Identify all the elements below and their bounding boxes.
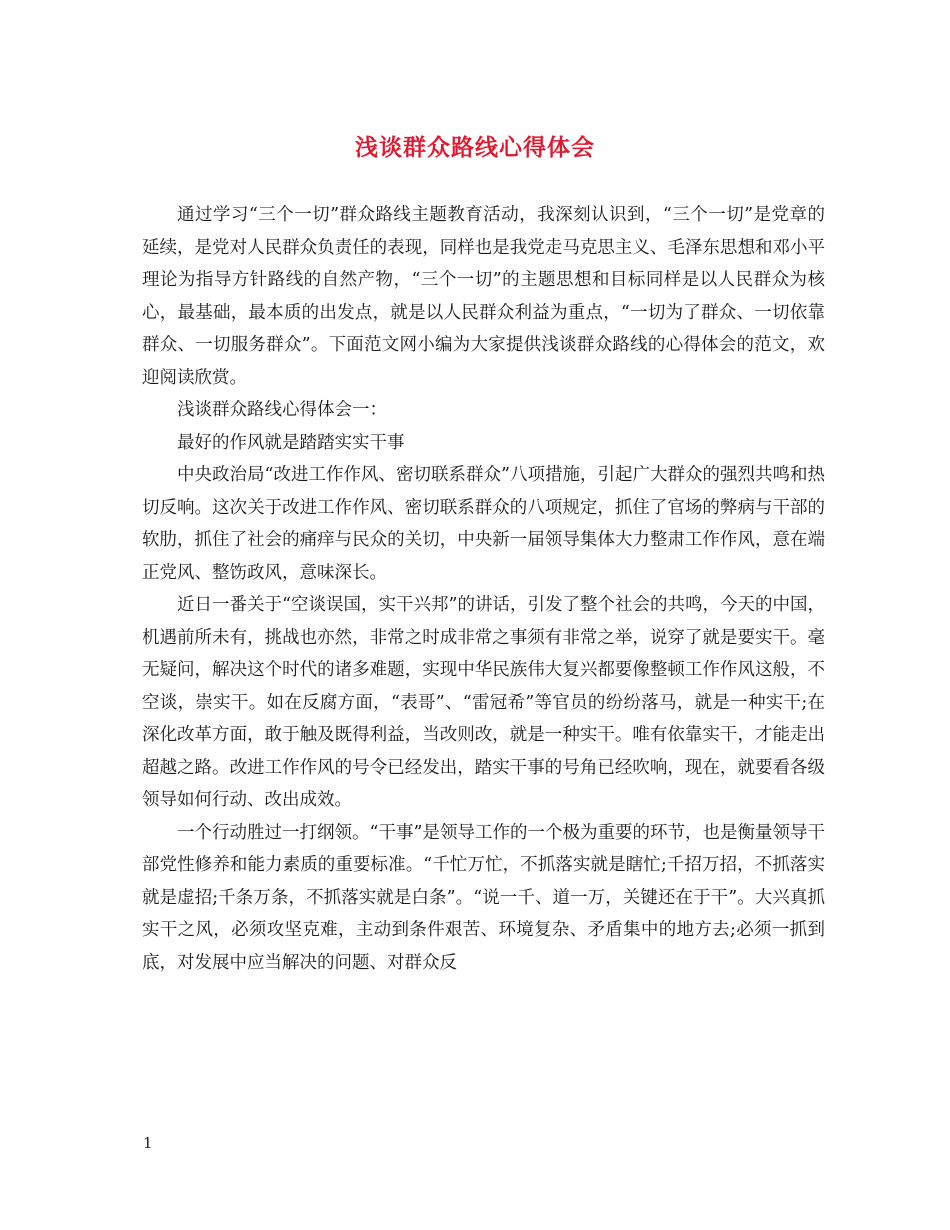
paragraph-intro: 通过学习“三个一切”群众路线主题教育活动，我深刻认识到，“三个一切”是党章的延续，是党对人民群众负责任的表现，同样也是我党走马克思主义、毛泽东思想和邓小平理论为指导方针路线的自然产物，“三个一切”的主题思想和目标同样是以人民群众为核心，最基础，最本质的出发点，就是以人民群众利益为重点，“一切为了群众、一切依靠群众、一切服务群众”。下面范文网小编为大家提供浅谈群众路线的心得体会的范文，欢迎阅读欣赏。	[142, 205, 825, 388]
page-number: 1	[143, 1134, 153, 1152]
document-body	[142, 199, 825, 979]
paragraph-section-heading: 浅谈群众路线心得体会一：	[177, 400, 387, 420]
paragraph-subheading: 最好的作风就是踏踏实实干事	[177, 432, 405, 453]
paragraph-body: 近日一番关于“空谈误国，实干兴邦”的讲话，引发了整个社会的共鸣，今天的中国，机遇前所未有，挑战也亦然，非常之时成非常之事须有非常之举，说穿了就是要实干。毫无疑问，解决这个时代的诸多难题，实现中华民族伟大复兴都要像整顿工作作风这般，不空谈，崇实干。如在反腐方面，“表哥”、“雷冠希”等官员的纷纷落马，就是一种实干;在深化改革方面，敢于触及既得利益，当改则改，就是一种实干。唯有依靠实干，才能走出超越之路。改进工作作风的号令已经发出，踏实干事的号角已经吹响，现在，就要看各级领导如何行动、改出成效。	[142, 595, 825, 810]
document-title: 浅谈群众路线心得体会	[355, 134, 595, 161]
paragraph-body: 中央政治局“改进工作作风、密切联系群众”八项措施，引起广大群众的强烈共鸣和热切反响。这次关于改进工作作风、密切联系群众的八项规定，抓住了官场的弊病与干部的软肋，抓住了社会的痛痒与民众的关切，中央新一届领导集体大力整肃工作作风，意在端正党风、整饬政风，意味深长。	[142, 465, 825, 583]
paragraph-body: 一个行动胜过一打纲领。“干事”是领导工作的一个极为重要的环节，也是衡量领导干部党性修养和能力素质的重要标准。“千忙万忙，不抓落实就是瞎忙;千招万招，不抓落实就是虚招;千条万条，不抓落实就是白条”。“说一千、道一万，关键还在于干”。大兴真抓实干之风，必须攻坚克难，主动到条件艰苦、环境复杂、矛盾集中的地方去;必须一抓到底，对发展中应当解决的问题、对群众反	[142, 822, 825, 973]
